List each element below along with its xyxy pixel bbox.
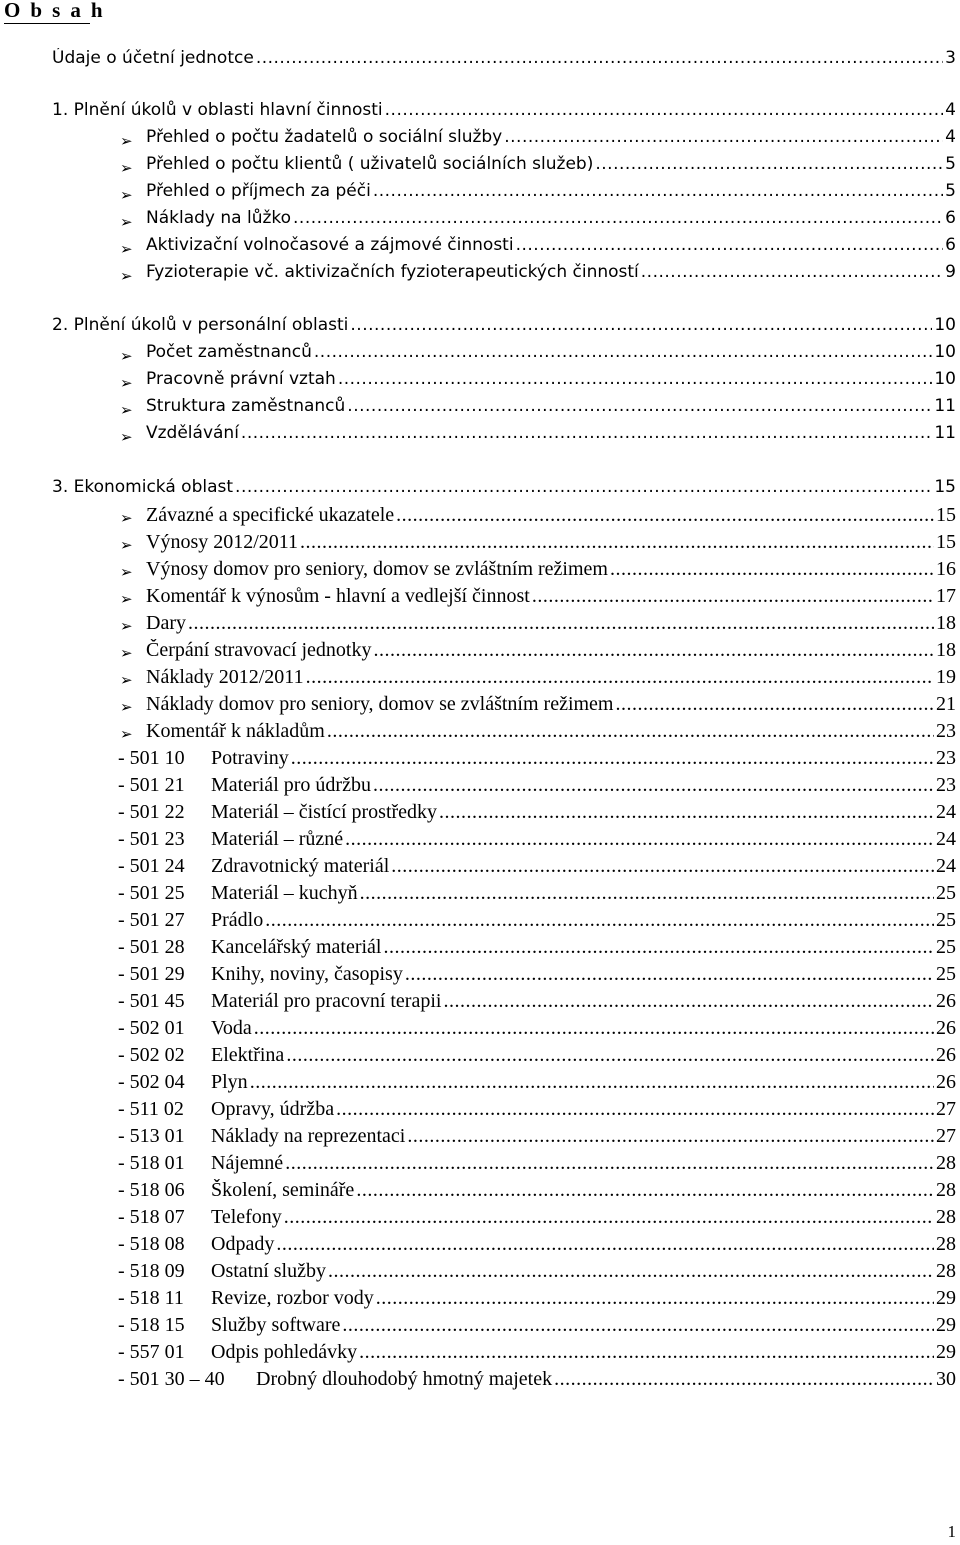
toc-entry[interactable]: [118, 936, 956, 963]
toc-entry-page: 26: [936, 990, 956, 1012]
toc-entry[interactable]: [118, 909, 956, 936]
toc-entry-label: Výnosy 2012/2011: [146, 531, 299, 553]
toc-entry[interactable]: [146, 558, 956, 585]
toc-entry-label: Náklady na reprezentaci: [211, 1125, 406, 1147]
dot-leader: [284, 1206, 934, 1229]
toc-entry-page: 11: [934, 423, 956, 443]
toc-entry-label: Voda: [211, 1017, 252, 1039]
dot-leader: [504, 127, 943, 147]
toc-entry-label: Ostatní služby: [211, 1260, 326, 1282]
toc-entry-label: Služby software: [211, 1314, 341, 1336]
toc-entry-label: Náklady na lůžko: [146, 208, 292, 228]
toc-entry-label: Přehled o příjmech za péči: [146, 181, 371, 201]
toc-entry[interactable]: [118, 990, 956, 1017]
toc-entry-page: 24: [936, 855, 956, 877]
account-code: - 501 23: [118, 828, 185, 850]
account-code: - 518 01: [118, 1152, 185, 1174]
toc-entry[interactable]: [118, 1152, 956, 1179]
account-code: - 501 21: [118, 774, 185, 796]
toc-entry-page: 17: [936, 585, 956, 607]
toc-entry-page: 30: [936, 1368, 956, 1390]
toc-entry[interactable]: [146, 127, 956, 154]
account-code: - 518 06: [118, 1179, 185, 1201]
toc-entry[interactable]: [52, 477, 956, 504]
toc-entry-label: Vzdělávání: [146, 423, 239, 443]
arrow-bullet-icon: ➢: [120, 644, 133, 662]
dot-leader: [345, 828, 934, 851]
toc-entry-page: 3: [945, 48, 956, 68]
toc-entry[interactable]: [146, 585, 956, 612]
toc-entry[interactable]: [118, 828, 956, 855]
arrow-bullet-icon: ➢: [120, 374, 133, 392]
toc-entry-page: 29: [936, 1287, 956, 1309]
toc-entry-label: Materiál pro údržbu: [211, 774, 371, 796]
dot-leader: [327, 720, 934, 743]
toc-entry-page: 15: [936, 531, 956, 553]
dot-leader: [338, 369, 933, 389]
dot-leader: [300, 531, 934, 554]
dot-leader: [336, 1098, 934, 1121]
toc-entry-page: 9: [945, 262, 956, 282]
toc-entry-page: 28: [936, 1233, 956, 1255]
arrow-bullet-icon: ➢: [120, 617, 133, 635]
toc-entry[interactable]: [118, 1098, 956, 1125]
toc-entry-page: 29: [936, 1314, 956, 1336]
toc-entry[interactable]: [118, 1206, 956, 1233]
toc-entry[interactable]: [118, 1179, 956, 1206]
dot-leader: [359, 1341, 934, 1364]
toc-entry-page: 25: [936, 963, 956, 985]
dot-leader: [391, 855, 934, 878]
toc-entry[interactable]: [146, 531, 956, 558]
toc-entry-page: 28: [936, 1179, 956, 1201]
toc-entry-label: Prádlo: [211, 909, 264, 931]
toc-entry-page: 18: [936, 612, 956, 634]
dot-leader: [328, 1260, 934, 1283]
dot-leader: [610, 558, 934, 581]
toc-entry[interactable]: [52, 100, 956, 127]
toc-entry-label: Školení, semináře: [211, 1179, 355, 1201]
dot-leader: [293, 208, 943, 228]
account-code: - 518 11: [118, 1287, 184, 1309]
dot-leader: [374, 639, 935, 662]
account-code: - 557 01: [118, 1341, 185, 1363]
dot-leader: [616, 693, 935, 716]
toc-entry-label: Plyn: [211, 1071, 248, 1093]
toc-entry-label: 3. Ekonomická oblast: [52, 477, 234, 497]
dot-leader: [350, 315, 932, 335]
arrow-bullet-icon: ➢: [120, 428, 133, 446]
toc-entry[interactable]: [118, 1233, 956, 1260]
toc-entry-page: 23: [936, 747, 956, 769]
dot-leader: [265, 909, 934, 932]
toc-entry[interactable]: [146, 639, 956, 666]
toc-entry-page: 15: [936, 504, 956, 526]
account-code: - 501 45: [118, 990, 185, 1012]
toc-entry[interactable]: [146, 342, 956, 369]
toc-entry[interactable]: [146, 423, 956, 450]
arrow-bullet-icon: ➢: [120, 509, 133, 527]
dot-leader: [314, 342, 932, 362]
toc-entry-page: 16: [936, 558, 956, 580]
toc-entry-label: Opravy, údržba: [211, 1098, 335, 1120]
toc-entry-label: Drobný dlouhodobý hmotný majetek: [256, 1368, 553, 1390]
toc-entry[interactable]: [146, 396, 956, 423]
toc-entry-page: 28: [936, 1260, 956, 1282]
toc-entry-page: 28: [936, 1152, 956, 1174]
toc-entry[interactable]: [118, 1017, 956, 1044]
toc-entry-label: Elektřina: [211, 1044, 285, 1066]
dot-leader: [407, 1125, 934, 1148]
toc-entry[interactable]: [118, 1368, 956, 1395]
dot-leader: [554, 1368, 934, 1391]
toc-entry-label: Fyzioterapie vč. aktivizačních fyzioterapeutických činností: [146, 262, 639, 282]
dot-leader: [188, 612, 934, 635]
account-code: - 518 09: [118, 1260, 185, 1282]
arrow-bullet-icon: ➢: [120, 698, 133, 716]
arrow-bullet-icon: ➢: [120, 186, 133, 204]
toc-entry-page: 21: [936, 693, 956, 715]
dot-leader: [276, 1233, 934, 1256]
toc-entry-page: 25: [936, 936, 956, 958]
toc-entry[interactable]: [118, 801, 956, 828]
toc-entry-page: 10: [934, 369, 956, 389]
dot-leader: [256, 48, 943, 68]
toc-entry-page: 25: [936, 909, 956, 931]
toc-entry-page: 26: [936, 1044, 956, 1066]
toc-entry[interactable]: [118, 963, 956, 990]
toc-entry-label: Zdravotnický materiál: [211, 855, 390, 877]
dot-leader: [356, 1179, 934, 1202]
toc-entry-page: 24: [936, 801, 956, 823]
account-code: - 502 02: [118, 1044, 185, 1066]
dot-leader: [532, 585, 934, 608]
toc-entry-label: Odpady: [211, 1233, 275, 1255]
toc-entry-page: 18: [936, 639, 956, 661]
arrow-bullet-icon: ➢: [120, 671, 133, 689]
toc-entry-label: Materiál – kuchyň: [211, 882, 358, 904]
dot-leader: [254, 1017, 934, 1040]
arrow-bullet-icon: ➢: [120, 159, 133, 177]
toc-entry-label: Náklady 2012/2011: [146, 666, 304, 688]
dot-leader: [376, 1287, 934, 1310]
toc-entry-page: 27: [936, 1125, 956, 1147]
toc-entry-page: 15: [934, 477, 956, 497]
toc-entry[interactable]: [146, 369, 956, 396]
dot-leader: [235, 477, 932, 497]
dot-leader: [347, 396, 932, 416]
dot-leader: [306, 666, 934, 689]
toc-entry-page: 5: [945, 154, 956, 174]
toc-entry-page: 4: [945, 100, 956, 120]
dot-leader: [383, 936, 934, 959]
toc-entry[interactable]: [118, 882, 956, 909]
toc-entry-label: Materiál – čistící prostředky: [211, 801, 438, 823]
dot-leader: [595, 154, 943, 174]
arrow-bullet-icon: ➢: [120, 240, 133, 258]
dot-leader: [396, 504, 934, 527]
dot-leader: [385, 100, 944, 120]
toc-entry-label: Knihy, noviny, časopisy: [211, 963, 403, 985]
toc-entry-label: Čerpání stravovací jednotky: [146, 639, 372, 661]
account-code: - 518 08: [118, 1233, 185, 1255]
arrow-bullet-icon: ➢: [120, 267, 133, 285]
arrow-bullet-icon: ➢: [120, 347, 133, 365]
toc-entry-page: 24: [936, 828, 956, 850]
dot-leader: [342, 1314, 934, 1337]
dot-leader: [373, 774, 934, 797]
account-code: - 518 07: [118, 1206, 185, 1228]
dot-leader: [291, 747, 934, 770]
toc-entry-page: 11: [934, 396, 956, 416]
toc-entry-page: 26: [936, 1017, 956, 1039]
toc-entry-label: Kancelářský materiál: [211, 936, 382, 958]
toc-entry-page: 28: [936, 1206, 956, 1228]
toc-entry-page: 6: [945, 235, 956, 255]
toc-entry[interactable]: [52, 48, 956, 75]
toc-entry-page: 10: [934, 342, 956, 362]
toc-entry-label: Výnosy domov pro seniory, domov se zvláštním režimem: [146, 558, 608, 580]
toc-heading: O b s a h: [4, 0, 105, 22]
toc-entry-label: Aktivizační volnočasové a zájmové činnosti: [146, 235, 514, 255]
toc-entry[interactable]: [146, 504, 956, 531]
toc-entry-label: Přehled o počtu klientů ( uživatelů sociálních služeb): [146, 154, 594, 174]
toc-entry-page: 23: [936, 774, 956, 796]
toc-entry-label: Komentář k nákladům: [146, 720, 325, 742]
dot-leader: [360, 882, 934, 905]
toc-entry[interactable]: [146, 720, 956, 747]
toc-entry-page: 26: [936, 1071, 956, 1093]
dot-leader: [443, 990, 934, 1013]
toc-entry-page: 6: [945, 208, 956, 228]
toc-entry-label: Počet zaměstnanců: [146, 342, 312, 362]
toc-entry-label: Dary: [146, 612, 186, 634]
toc-entry-page: 29: [936, 1341, 956, 1363]
toc-entry[interactable]: [146, 262, 956, 289]
account-code: - 511 02: [118, 1098, 184, 1120]
toc-entry-label: Odpis pohledávky: [211, 1341, 358, 1363]
toc-entry-label: Materiál pro pracovní terapii: [211, 990, 442, 1012]
toc-entry-label: Přehled o počtu žadatelů o sociální služby: [146, 127, 503, 147]
toc-entry-label: Údaje o účetní jednotce: [52, 48, 254, 68]
toc-entry-label: Revize, rozbor vody: [211, 1287, 374, 1309]
toc-entry[interactable]: [146, 666, 956, 693]
toc-entry-page: 27: [936, 1098, 956, 1120]
account-code: - 501 28: [118, 936, 185, 958]
dot-leader: [405, 963, 934, 986]
account-code: - 501 30 – 40: [118, 1368, 225, 1390]
toc-entry-label: Nájemné: [211, 1152, 284, 1174]
toc-entry-page: 4: [945, 127, 956, 147]
dot-leader: [516, 235, 944, 255]
toc-entry-page: 5: [945, 181, 956, 201]
arrow-bullet-icon: ➢: [120, 213, 133, 231]
toc-entry[interactable]: [118, 1260, 956, 1287]
account-code: - 501 24: [118, 855, 185, 877]
account-code: - 518 15: [118, 1314, 185, 1336]
arrow-bullet-icon: ➢: [120, 563, 133, 581]
account-code: - 501 22: [118, 801, 185, 823]
arrow-bullet-icon: ➢: [120, 536, 133, 554]
toc-entry[interactable]: [118, 1341, 956, 1368]
toc-entry[interactable]: [52, 315, 956, 342]
dot-leader: [286, 1044, 934, 1067]
toc-entry-label: Závazné a specifické ukazatele: [146, 504, 395, 526]
dot-leader: [373, 181, 943, 201]
toc-entry-label: Struktura zaměstnanců: [146, 396, 346, 416]
dot-leader: [241, 423, 932, 443]
toc-entry[interactable]: [146, 612, 956, 639]
toc-entry[interactable]: [118, 747, 956, 774]
toc-entry[interactable]: [118, 1287, 956, 1314]
toc-entry-page: 25: [936, 882, 956, 904]
arrow-bullet-icon: ➢: [120, 132, 133, 150]
dot-leader: [439, 801, 934, 824]
toc-entry-label: Náklady domov pro seniory, domov se zvláštním režimem: [146, 693, 614, 715]
toc-entry[interactable]: [118, 774, 956, 801]
arrow-bullet-icon: ➢: [120, 725, 133, 743]
toc-entry-label: Telefony: [211, 1206, 282, 1228]
toc-entry[interactable]: [118, 1044, 956, 1071]
account-code: - 501 29: [118, 963, 185, 985]
toc-entry[interactable]: [146, 235, 956, 262]
toc-entry[interactable]: [118, 1314, 956, 1341]
dot-leader: [250, 1071, 934, 1094]
toc-entry-page: 23: [936, 720, 956, 742]
toc-entry-page: 19: [936, 666, 956, 688]
toc-entry-label: 1. Plnění úkolů v oblasti hlavní činnosti: [52, 100, 383, 120]
dot-leader: [285, 1152, 934, 1175]
arrow-bullet-icon: ➢: [120, 590, 133, 608]
toc-entry[interactable]: [118, 855, 956, 882]
toc-entry-label: Potraviny: [211, 747, 289, 769]
toc-entry[interactable]: [146, 154, 956, 181]
account-code: - 501 25: [118, 882, 185, 904]
toc-entry-label: Komentář k výnosům - hlavní a vedlejší činnost: [146, 585, 530, 607]
toc-entry[interactable]: [146, 693, 956, 720]
account-code: - 501 27: [118, 909, 185, 931]
toc-entry[interactable]: [118, 1071, 956, 1098]
account-code: - 502 01: [118, 1017, 185, 1039]
arrow-bullet-icon: ➢: [120, 401, 133, 419]
page-number: 1: [947, 1522, 956, 1541]
account-code: - 513 01: [118, 1125, 185, 1147]
toc-entry-label: Materiál – různé: [211, 828, 344, 850]
toc-entry[interactable]: [118, 1125, 956, 1152]
toc-entry[interactable]: [146, 181, 956, 208]
dot-leader: [641, 262, 943, 282]
toc-entry[interactable]: [146, 208, 956, 235]
account-code: - 501 10: [118, 747, 185, 769]
toc-entry-label: Pracovně právní vztah: [146, 369, 336, 389]
account-code: - 502 04: [118, 1071, 185, 1093]
toc-entry-label: 2. Plnění úkolů v personální oblasti: [52, 315, 349, 335]
toc-entry-page: 10: [934, 315, 956, 335]
